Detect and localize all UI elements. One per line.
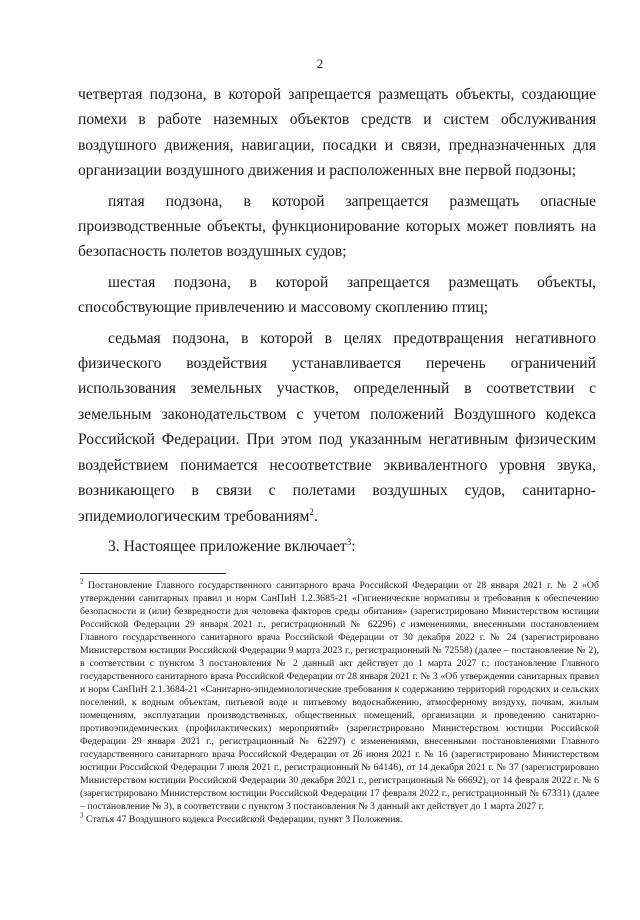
paragraph-subzone-4 xyxy=(78,82,596,184)
paragraph-tail: : xyxy=(351,537,356,555)
document-body xyxy=(78,82,596,564)
paragraph-subzone-6 xyxy=(78,270,596,321)
paragraph-tail: . xyxy=(313,507,318,525)
paragraph-subzone-7 xyxy=(78,326,596,529)
footnote-text: Статья 47 Воздушного кодекса Российской Федерации, пункт 3 Положения. xyxy=(83,814,403,825)
footnote-text: Постановление Главного государственного санитарного врача Российской Федерации от 28 января 2021 г. № 2 «Об утверждении санитарных правил и норм СанПиН 1.2.3685-21 «Гигиенические нормативы и требования к обеспечению безопасности и (или) безвредности для человека факторов среды обитания» (зарегистрировано Министерством юстиции Российской Федерации 29 января 2021 г., регистрационный № 62296) с изменениями, внесенными постановлением Главного государственного санитарного врача Российской Федерации от 30 декабря 2022 г. № 24 (зарегистрировано Министерством юстиции Российской Федерации 9 марта 2023 г., регистрационный № 72558) (далее – постановление № 2), в соответствии с пунктом 3 постановления № 2 данный акт действует до 1 марта 2027 г.; постановление Главного государственного санитарного врача Российской Федерации от 28 января 2021 г. № 3 «Об утверждении санитарных правил и норм СанПиН 2.1.3684-21 «Санитарно-эпидемиологические требования к содержанию территорий городских и сельских поселений, к водным объектам, питьевой воде и питьевому водоснабжению, атмосферному воздуху, почвам, жилым помещениям, эксплуатации производственных, общественных помещений, организации и проведению санитарно-противоэпидемических (профилактических) мероприятий» (зарегистрировано Министерством юстиции Российской Федерации 29 января 2021 г., регистрационный № 62297) с изменениями, внесенными постановлениями Главного государственного санитарного врача Российской Федерации от 26 июня 2021 г. № 16 (зарегистрировано Министерством юстиции Российской Федерации 7 июля 2021 г., регистрационный № 64146), от 14 декабря 2021 г. № 37 (зарегистрировано Министерством юстиции Российской Федерации 30 декабря 2021 г., регистрационный № 66692), от 14 февраля 2022 г. № 6 (зарегистрировано Министерством юстиции Российской Федерации 17 февраля 2022 г., регистрационный № 67331) (далее – постановление № 3), в соответствии с пунктом 3 постановления № 3 данный акт действует до 1 марта 2027 г. xyxy=(80,580,599,812)
paragraph-text: четвертая подзона, в которой запрещается размещать объекты, создающие помехи в работе наземных объектов средств и систем обслуживания воздушного движения, навигации, посадки и связи, предназначенных для организации воздушного движения и расположенных вне первой подзоны; xyxy=(78,86,596,180)
paragraph-text: шестая подзона, в которой запрещается размещать объекты, способствующие привлечению и массовому скоплению птиц; xyxy=(78,273,596,317)
footnote-2 xyxy=(80,579,599,813)
paragraph-text: 3. Настоящее приложение включает xyxy=(108,537,347,555)
paragraph-item-3 xyxy=(78,534,596,559)
footnote-separator xyxy=(80,573,226,574)
paragraph-subzone-5 xyxy=(78,189,596,265)
footnote-3 xyxy=(80,813,599,826)
footnote-ref-2[interactable]: 2 xyxy=(309,506,314,517)
paragraph-text: пятая подзона, в которой запрещается размещать опасные производственные объекты, функционирование которых может повлиять на безопасность полетов воздушных судов; xyxy=(78,192,596,261)
page-number: 2 xyxy=(316,56,324,71)
footnote-mark: 3 xyxy=(80,811,84,820)
footnote-ref-3[interactable]: 3 xyxy=(346,536,352,547)
footnote-mark: 2 xyxy=(80,577,84,586)
paragraph-text: седьмая подзона, в которой в целях предотвращения негативного физического воздействия устанавливается перечень ограничений использования земельных участков, определенный в соответствии с земельным законодательством с учетом положений Воздушного кодекса Российской Федерации. При этом под указанным негативным физическим воздействием понимается несоответствие эквивалентного уровня звука, возникающего в связи с полетами воздушных судов, санитарно-эпидемиологическим требованиям xyxy=(78,329,596,525)
footnotes xyxy=(80,579,599,826)
